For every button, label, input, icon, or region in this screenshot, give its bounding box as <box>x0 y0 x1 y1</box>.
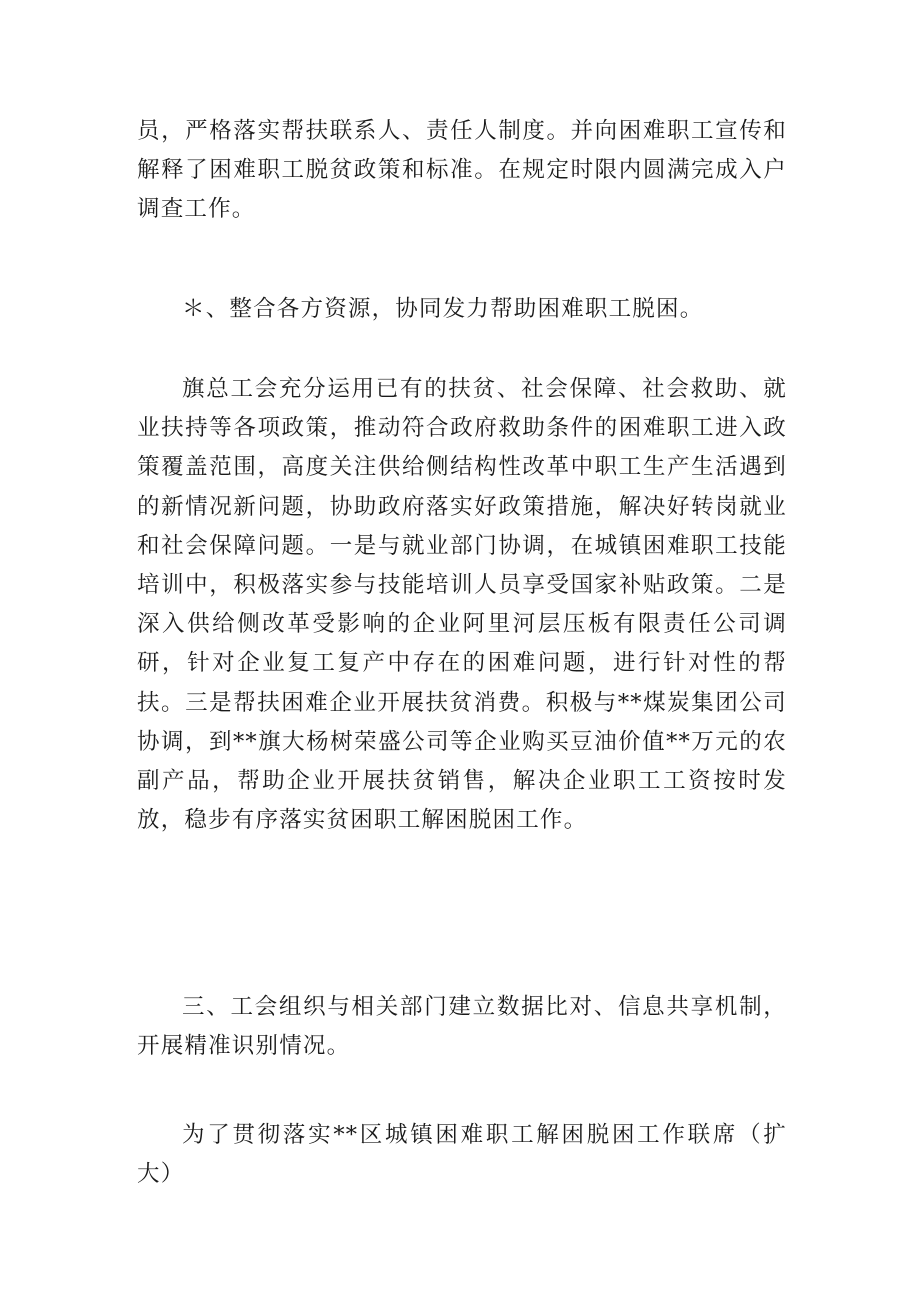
body-paragraph: 旗总工会充分运用已有的扶贫、社会保障、社会救助、就业扶持等各项政策，推动符合政府救助条件的困难职工进入政策覆盖范围，高度关注供给侧结构性改革中职工生产生活遇到的新情况新问题，协助政府落实好政策措施，解决好转岗就业和社会保障问题。一是与就业部门协调，在城镇困难职工技能培训中，积极落实参与技能培训人员享受国家补贴政策。二是深入供给侧改革受影响的企业阿里河层压板有限责任公司调研，针对企业复工复产中存在的困难问题，进行针对性的帮扶。三是帮扶困难企业开展扶贫消费。积极与**煤炭集团公司协调，到**旗大杨树荣盛公司等企业购买豆油价值**万元的农副产品，帮助企业开展扶贫销售，解决企业职工工资按时发放，稳步有序落实贫困职工解困脱困工作。 <box>137 376 787 834</box>
body-paragraph: 为了贯彻落实**区城镇困难职工解困脱困工作联席（扩大） <box>137 1122 787 1188</box>
body-paragraph: 员，严格落实帮扶联系人、责任人制度。并向困难职工宣传和解释了困难职工脱贫政策和标准。在规定时限内圆满完成入户调查工作。 <box>137 118 787 223</box>
section-heading: ＊、整合各方资源，协同发力帮助困难职工脱困。 <box>182 296 704 322</box>
section-heading: 三、工会组织与相关部门建立数据比对、信息共享机制，开展精准识别情况。 <box>137 994 787 1060</box>
